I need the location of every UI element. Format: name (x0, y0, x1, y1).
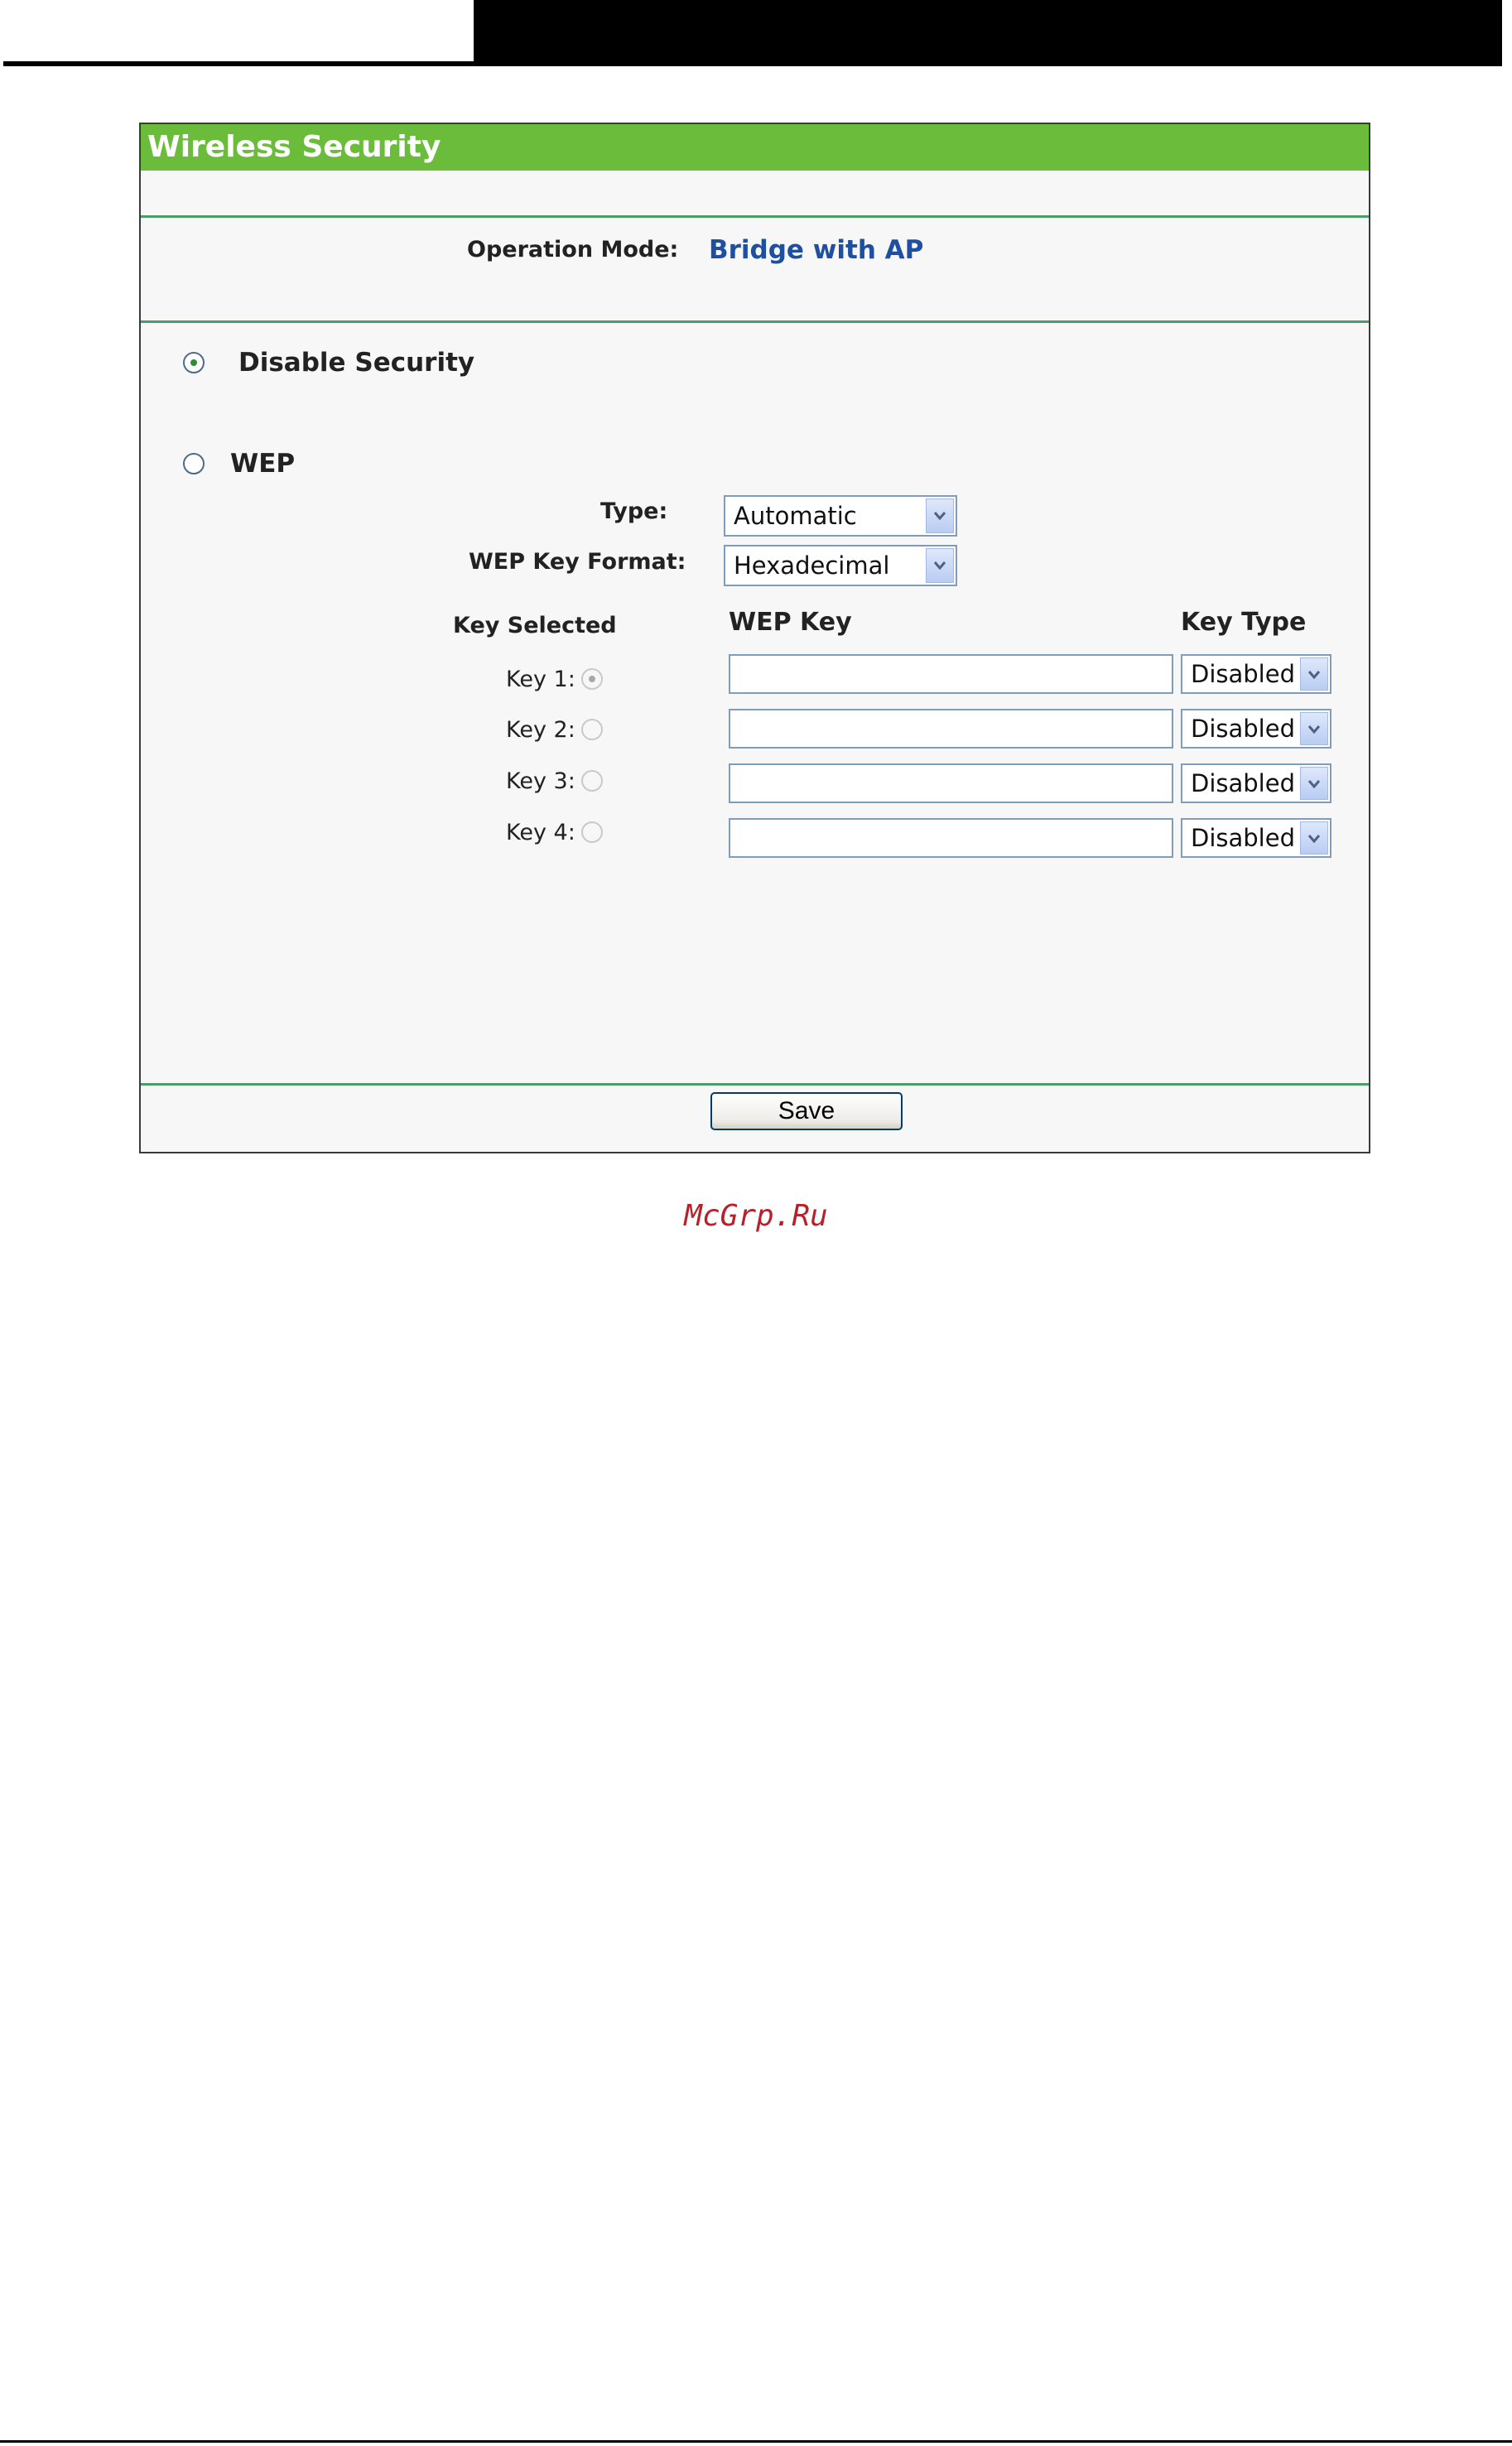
key-1-type-select[interactable] (1181, 654, 1331, 694)
key-3-type-select[interactable] (1181, 763, 1331, 803)
chevron-down-icon (1300, 767, 1328, 800)
panel-title: Wireless Security (141, 124, 1369, 171)
key-4-input[interactable] (729, 818, 1173, 858)
disable-security-radio[interactable] (183, 352, 205, 373)
type-select-value: Automatic (734, 502, 857, 530)
chevron-down-icon (1300, 712, 1328, 745)
key-format-select-value: Hexadecimal (734, 551, 890, 580)
key-format-select[interactable] (724, 545, 957, 586)
footer-rule (0, 2440, 1512, 2443)
chevron-down-icon (926, 498, 954, 533)
chevron-down-icon (1300, 657, 1328, 691)
key-4-label: Key 4: (506, 820, 575, 845)
wep-label: WEP (230, 449, 296, 479)
key-4-radio[interactable] (581, 821, 603, 843)
key-3-type-value: Disabled (1191, 769, 1295, 797)
disable-security-label: Disable Security (238, 348, 475, 378)
chevron-down-icon (1300, 821, 1328, 855)
wep-radio[interactable] (183, 453, 205, 474)
divider (141, 1083, 1369, 1086)
key-1-radio[interactable] (581, 668, 603, 690)
key-selected-header: Key Selected (453, 613, 617, 638)
divider (141, 320, 1369, 323)
key-2-input[interactable] (729, 709, 1173, 749)
key-1-label: Key 1: (506, 667, 575, 692)
key-3-radio[interactable] (581, 770, 603, 792)
key-type-header: Key Type (1181, 608, 1307, 637)
key-3-input[interactable] (729, 763, 1173, 803)
key-1-type-value: Disabled (1191, 660, 1295, 688)
key-2-type-value: Disabled (1191, 715, 1295, 743)
operation-mode-value: Bridge with AP (709, 235, 924, 265)
key-2-type-select[interactable] (1181, 709, 1331, 749)
key-3-label: Key 3: (506, 768, 575, 794)
key-2-label: Key 2: (506, 717, 575, 743)
wep-key-header: WEP Key (729, 608, 852, 637)
key-2-radio[interactable] (581, 719, 603, 740)
watermark: McGrp.Ru (684, 1199, 828, 1233)
operation-mode-label: Operation Mode: (467, 237, 679, 262)
type-select[interactable] (724, 495, 957, 537)
key-1-input[interactable] (729, 654, 1173, 694)
page-header-bar (474, 0, 1502, 61)
key-4-type-select[interactable] (1181, 818, 1331, 858)
type-label: Type: (600, 498, 668, 524)
wireless-security-panel (139, 123, 1370, 1153)
key-4-type-value: Disabled (1191, 824, 1295, 852)
save-button[interactable]: Save (710, 1092, 903, 1130)
wep-key-format-label: WEP Key Format: (469, 549, 686, 575)
header-rule (3, 61, 1502, 66)
chevron-down-icon (926, 548, 954, 583)
divider (141, 215, 1369, 218)
